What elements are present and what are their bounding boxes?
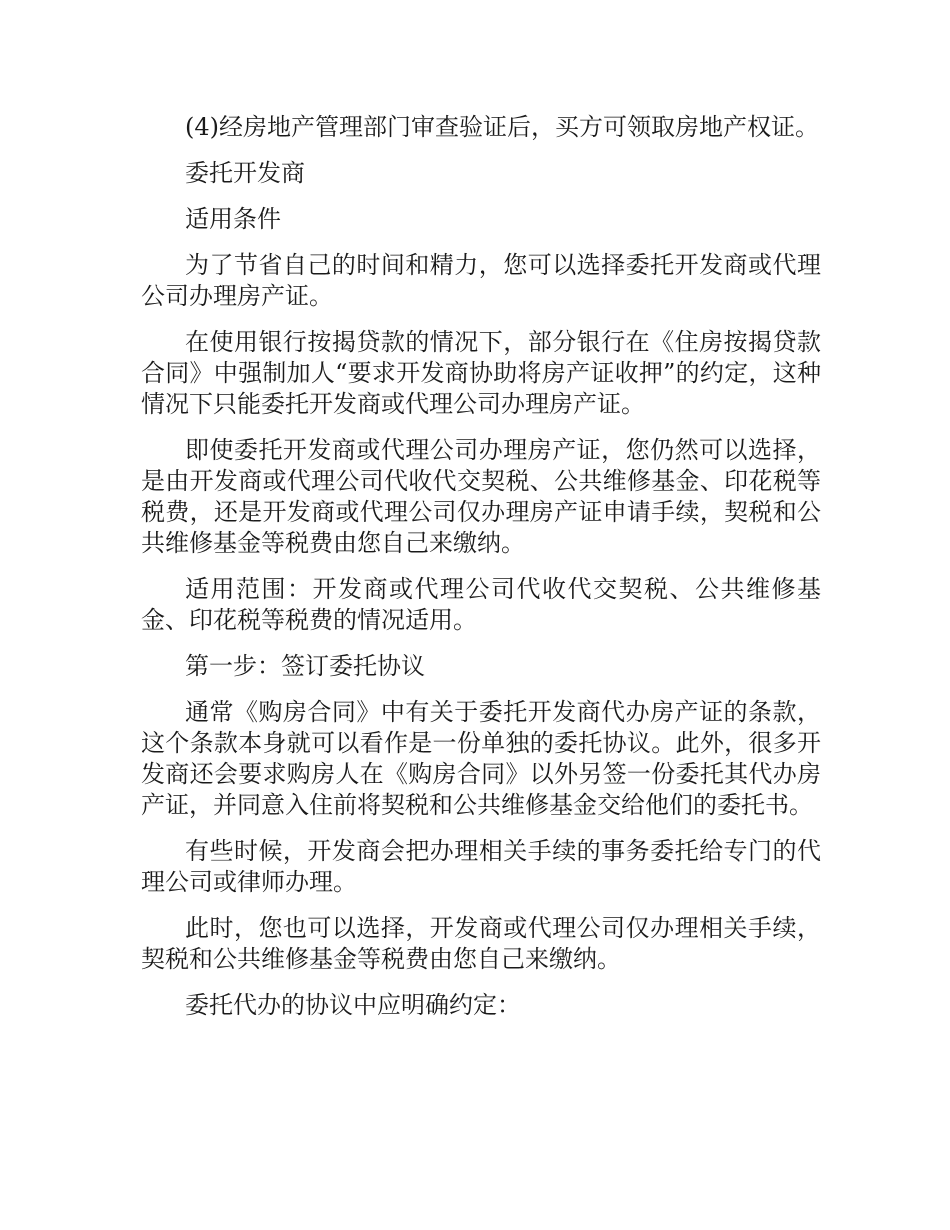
paragraph-self-payment: 此时，您也可以选择，开发商或代理公司仅办理相关手续，契税和公共维修基金等税费由您自己来缴纳。 <box>141 914 821 973</box>
heading-entrust-developer: 委托开发商 <box>185 159 305 187</box>
paragraph-scope: 适用范围：开发商或代理公司代收代交契税、公共维修基金、印花税等税费的情况适用。 <box>141 575 821 634</box>
heading-applicable-conditions: 适用条件 <box>185 205 281 233</box>
document-body <box>141 112 821 1036</box>
paragraph-step-4: (4)经房地产管理部门审查验证后，买方可领取房地产权证。 <box>185 113 819 141</box>
heading-step-one: 第一步：签订委托协议 <box>185 652 425 680</box>
paragraph-agreement-terms: 委托代办的协议中应明确约定： <box>185 991 521 1019</box>
paragraph-agent-company: 有些时候，开发商会把办理相关手续的事务委托给专门的代理公司或律师办理。 <box>141 837 821 896</box>
paragraph-bank-mortgage: 在使用银行按揭贷款的情况下，部分银行在《住房按揭贷款合同》中强制加人“要求开发商协助将房产证收押”的约定，这种情况下只能委托开发商或代理公司办理房产证。 <box>141 328 821 418</box>
paragraph-save-time: 为了节省自己的时间和精力，您可以选择委托开发商或代理公司办理房产证。 <box>141 251 821 310</box>
paragraph-choice-of-payment: 即使委托开发商或代理公司办理房产证，您仍然可以选择，是由开发商或代理公司代收代交契税、公共维修基金、印花税等税费，还是开发商或代理公司仅办理房产证申请手续，契税和公共维修基金等税费由您自己来缴纳。 <box>141 436 821 557</box>
paragraph-purchase-contract: 通常《购房合同》中有关于委托开发商代办房产证的条款，这个条款本身就可以看作是一份单独的委托协议。此外，很多开发商还会要求购房人在《购房合同》以外另签一份委托其代办房产证，并同意入住前将契税和公共维修基金交给他们的委托书。 <box>141 698 821 819</box>
